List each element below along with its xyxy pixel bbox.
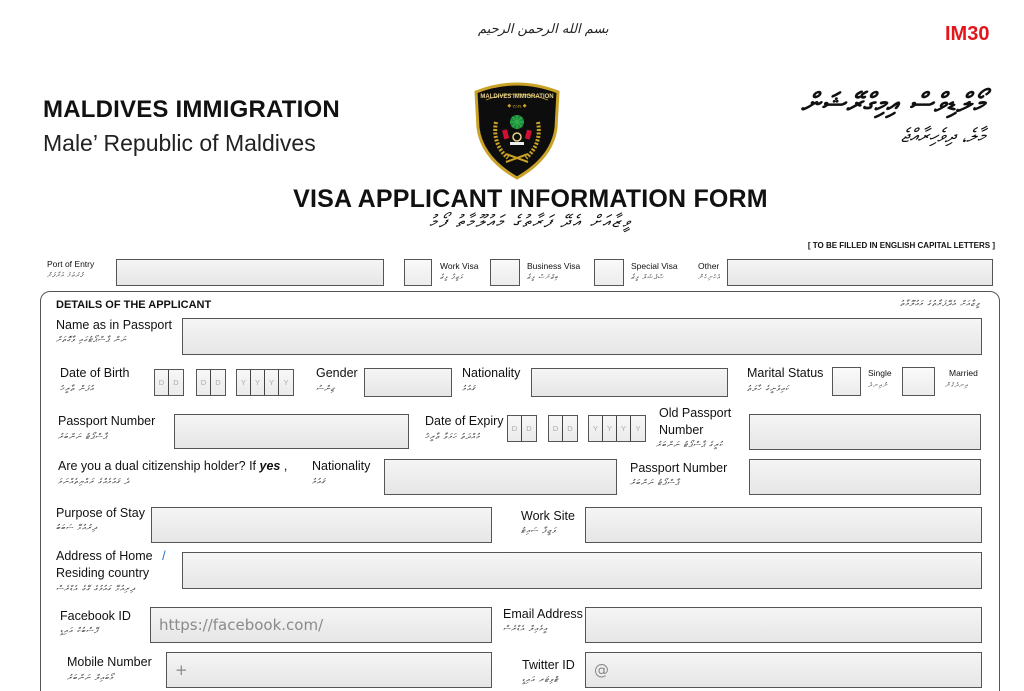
email-address-label: Email Address — [503, 607, 583, 621]
port-of-entry-label-dhivehi: ފުރަތަމަ އަރާފަށް — [47, 271, 84, 279]
form-title-dhivehi: ވީޒާއަށް އެދޭ ފަރާތުގެ މައުލޫމާތު ފޯމު — [429, 212, 632, 232]
dual-passport-number-label: Passport Number — [630, 461, 728, 475]
business-visa-label-dhivehi: ބިޒްނަސް ވީޒާ — [527, 273, 559, 281]
passport-number-input[interactable] — [174, 414, 409, 449]
dob-year-digit-2[interactable]: Y — [251, 370, 265, 395]
mobile-number-label-dhivehi: މޯބައިލް ނަންބަރު — [67, 673, 115, 682]
home-address-label-dhivehi: ދިރިއުޅޭ ގައުމުގެ ގޭގެ އެޑްރެސް — [56, 584, 136, 593]
dob-month-digit-2[interactable]: D — [215, 378, 221, 387]
marital-status-label: Marital Status — [747, 366, 824, 380]
purpose-of-stay-label-dhivehi: ދިރުއުޅޭ ސަބަބު — [56, 523, 98, 532]
expiry-month-digit-2[interactable]: D — [567, 424, 573, 433]
twitter-id-label-dhivehi: ޓްވިޓަރ އައިޑީ — [522, 675, 559, 684]
single-label: Single — [868, 368, 892, 378]
home-address-input[interactable] — [182, 552, 982, 589]
special-visa-label-dhivehi: ސްޕެޝަލް ވީޒާ — [631, 273, 665, 281]
expiry-year-digit-2[interactable]: Y — [603, 416, 617, 441]
home-address-separator: / — [162, 549, 166, 563]
org-title-dhivehi: މޯލްޑިވްސް އިމިގްރޭޝަން — [800, 88, 985, 119]
expiry-day-digit-2[interactable]: D — [526, 424, 532, 433]
twitter-id-label: Twitter ID — [522, 658, 575, 672]
dual-passport-number-input[interactable] — [749, 459, 981, 495]
work-visa-label-dhivehi: ވަޒީފާ ވީޒާ — [440, 273, 464, 281]
married-label: Married — [949, 368, 978, 378]
facebook-id-label: Facebook ID — [60, 609, 131, 623]
gender-label-dhivehi: ޖިންސު — [316, 384, 335, 393]
dual-citizenship-suffix: , — [280, 459, 288, 473]
port-of-entry-input[interactable] — [116, 259, 384, 286]
date-of-birth-label-dhivehi: އުފަން ތާރީޚު — [60, 384, 95, 393]
work-site-label-dhivehi: ވަޒީފާ ސައިޓު — [521, 526, 557, 535]
dual-citizenship-prefix: Are you a dual citizenship holder? If — [58, 459, 260, 473]
nationality-label-dhivehi: ޤައުމު — [462, 384, 476, 393]
passport-number-label: Passport Number — [58, 414, 156, 428]
mobile-number-input[interactable]: + — [166, 652, 492, 688]
married-label-dhivehi: އިނދެގެން — [945, 381, 969, 389]
gender-input[interactable] — [364, 368, 452, 397]
facebook-id-label-dhivehi: ފޭސްބުކް އައިޑީ — [60, 626, 99, 635]
dual-nationality-input[interactable] — [384, 459, 617, 495]
purpose-of-stay-label: Purpose of Stay — [56, 506, 145, 520]
svg-text:◆ ޑިވިއިމި ◆: ◆ ޑިވިއިމި ◆ — [507, 103, 527, 109]
expiry-month-field[interactable] — [548, 415, 578, 442]
dual-nationality-label: Nationality — [312, 459, 371, 473]
dob-year-digit-4[interactable]: Y — [283, 378, 289, 387]
work-site-input[interactable] — [585, 507, 982, 543]
name-label: Name as in Passport — [56, 318, 173, 332]
dob-year-digit-3[interactable]: Y — [265, 370, 279, 395]
expiry-year-field[interactable] — [588, 415, 646, 442]
home-address-label-line1 — [56, 549, 166, 563]
marital-status-label-dhivehi: ކައިވެނީގެ ހާލަތު — [747, 384, 790, 393]
work-site-label: Work Site — [521, 509, 575, 523]
dob-month-field[interactable] — [196, 369, 226, 396]
married-checkbox[interactable] — [902, 367, 935, 396]
email-address-label-dhivehi: އީމެއިލް އެޑްރެސް — [503, 624, 548, 633]
dob-month-digit-1[interactable]: D — [197, 370, 211, 395]
work-visa-checkbox[interactable] — [404, 259, 432, 286]
special-visa-checkbox[interactable] — [594, 259, 624, 286]
dob-day-digit-1[interactable]: D — [155, 370, 169, 395]
old-passport-label-line2: Number — [659, 423, 704, 437]
port-of-entry-label: Port of Entry — [47, 259, 95, 269]
business-visa-checkbox[interactable] — [490, 259, 520, 286]
date-of-expiry-label: Date of Expiry — [425, 414, 504, 428]
old-passport-label-dhivehi: ކުރީގެ ޕާސްޕޯޓު ނަންބަރު — [656, 440, 724, 449]
home-address-label-line2: Residing country — [56, 566, 150, 580]
name-label-dhivehi: ނަން ޕާސްޕޯޓުގައި ވާގޮތަށް — [56, 335, 127, 344]
dob-day-field[interactable] — [154, 369, 184, 396]
dual-citizenship-question — [58, 459, 287, 473]
bismillah-calligraphy: بسم الله الرحمن الرحيم — [478, 22, 609, 37]
email-address-input[interactable] — [585, 607, 982, 643]
purpose-of-stay-input[interactable] — [151, 507, 492, 543]
capital-letters-note: [ TO BE FILLED IN ENGLISH CAPITAL LETTERS ] — [807, 241, 995, 250]
form-title: VISA APPLICANT INFORMATION FORM — [293, 185, 768, 213]
business-visa-label: Business Visa — [527, 261, 581, 271]
passport-number-label-dhivehi: ޕާސްޕޯޓު ނަންބަރު — [58, 432, 108, 441]
org-subtitle-dhivehi: މާލެ، ދިވެހިރާއްޖެ — [900, 125, 985, 147]
date-of-expiry-label-dhivehi: މުއްދަތު ހަމަވާ ތާރީޚު — [425, 432, 481, 441]
twitter-id-input[interactable]: @ — [585, 652, 982, 688]
gender-label: Gender — [316, 366, 358, 380]
expiry-year-digit-3[interactable]: Y — [617, 416, 631, 441]
dob-year-digit-1[interactable]: Y — [237, 370, 251, 395]
single-label-dhivehi: ނުއިނދެ — [868, 381, 889, 389]
expiry-day-field[interactable] — [507, 415, 537, 442]
svg-text:MALDIVES IMMIGRATION: MALDIVES IMMIGRATION — [480, 94, 554, 100]
nationality-input[interactable] — [531, 368, 728, 397]
old-passport-label-line1: Old Passport — [659, 406, 732, 420]
nationality-label: Nationality — [462, 366, 521, 380]
expiry-year-digit-4[interactable]: Y — [635, 424, 641, 433]
expiry-year-digit-1[interactable]: Y — [589, 416, 603, 441]
date-of-birth-label: Date of Birth — [60, 366, 130, 380]
other-visa-label: Other — [698, 261, 720, 271]
home-address-label-text: Address of Home — [56, 549, 153, 563]
dual-citizenship-question-dhivehi: ދެ ޤައުމެއްގެ ރައްޔިތެއްނަމަ — [58, 477, 130, 486]
section-title: DETAILS OF THE APPLICANT — [56, 299, 212, 311]
org-subtitle: Male’ Republic of Maldives — [43, 130, 316, 156]
dob-day-digit-2[interactable]: D — [173, 378, 179, 387]
work-visa-label: Work Visa — [440, 261, 479, 271]
mobile-number-label: Mobile Number — [67, 655, 152, 669]
org-title: MALDIVES IMMIGRATION — [43, 96, 340, 123]
old-passport-number-input[interactable] — [749, 414, 981, 450]
section-title-dhivehi: ވީޒާއަށް އެދޭފަރާތުގެ މައުލޫމާތު — [900, 299, 980, 308]
single-checkbox[interactable] — [832, 367, 861, 396]
dob-year-field[interactable] — [236, 369, 294, 396]
expiry-day-digit-1[interactable]: D — [508, 416, 522, 441]
name-as-in-passport-input[interactable] — [182, 318, 982, 355]
dual-nationality-label-dhivehi: ޤައުމު — [312, 477, 326, 486]
dual-citizenship-yes: yes — [259, 459, 281, 473]
other-visa-label-dhivehi: އެހެނިހެން — [698, 273, 721, 281]
dual-passport-number-label-dhivehi: ޕާސްޕޯޓު ނަންބަރު — [630, 478, 680, 487]
special-visa-label: Special Visa — [631, 261, 678, 271]
expiry-month-digit-1[interactable]: D — [549, 416, 563, 441]
form-code: IM30 — [945, 23, 990, 45]
immigration-badge-icon — [468, 78, 566, 180]
other-visa-input[interactable] — [727, 259, 993, 286]
facebook-id-input[interactable]: https://facebook.com/ — [150, 607, 492, 643]
